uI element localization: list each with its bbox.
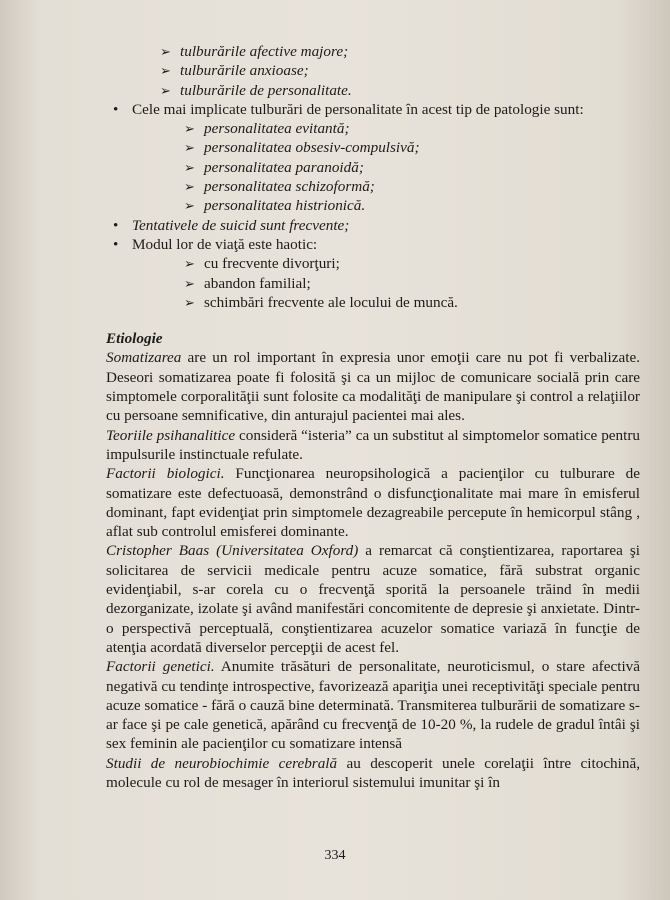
list-item: ➢ personalitatea paranoidă;: [184, 158, 364, 176]
arrow-bullet-icon: ➢: [184, 198, 195, 214]
list-item: ➢ tulburările de personalitate.: [160, 81, 352, 99]
arrow-bullet-icon: ➢: [184, 179, 195, 195]
list-item: ➢ personalitatea histrionică.: [184, 197, 366, 215]
bullet-lifestyle: • Modul lor de viaţă este haotic: ➢ cu frecvente divorţuri; ➢ abandon familial; ➢ schimbări frecvente ale locului de muncă.: [106, 235, 640, 312]
arrow-bullet-icon: ➢: [160, 63, 171, 79]
bullet-dot-icon: •: [113, 216, 119, 234]
page-number: 334: [324, 848, 346, 863]
arrow-bullet-icon: ➢: [184, 275, 195, 291]
list-item: ➢ schimbări frecvente ale locului de muncă.: [184, 293, 458, 311]
paragraph-baas: Cristopher Baas (Universitatea Oxford) a remarcat că conştientizarea, raportarea şi solicitarea de servicii medicale pentru acuze somatice, fără substrat organic evidenţiabil, s-ar corela cu o frecvenţă sporită la persoanele trăind în medii dezorganizate, izolate şi având manifestări concomitente de depresie şi anxietate. Dintr-o perspectivă perceptuală, conştientizarea acuzelor somatice variază în funcţie de atenţia acordată diverselor percepţii de acest fel.: [106, 542, 640, 656]
paragraph-biological: Factorii biologici. Funcţionarea neuropsihologică a pacienţilor cu tulburare de somatizare este defectuoasă, demonstrând o disfuncţionalitate mai mare în emisferul dominant, fapt evidenţiat prin simptomele dezagreabile percepute în hemicorpul stâng , aflat sub controlul emisferei dominante.: [106, 465, 640, 541]
bullet-personality: • Cele mai implicate tulburări de personalitate în acest tip de patologie sunt: ➢ personalitatea evitantă; ➢ personalitatea obsesiv-compulsivă; ➢ personalitatea paranoidă; ➢ personalitatea schizoformă; ➢ personalitatea histrionică.: [106, 100, 640, 216]
bullet-list: [106, 100, 640, 312]
list-item: ➢ abandon familial;: [184, 274, 311, 292]
bullet-dot-icon: •: [113, 235, 119, 253]
page-content: [106, 42, 640, 792]
top-list: [106, 42, 640, 100]
list-item: ➢ tulburările afective majore;: [160, 43, 349, 60]
lifestyle-list: [132, 254, 640, 312]
arrow-bullet-icon: ➢: [160, 44, 171, 59]
list-item: ➢ cu frecvente divorţuri;: [184, 255, 340, 273]
list-item: ➢ tulburările anxioase;: [160, 62, 309, 80]
paragraph-genetic: Factorii genetici. Anumite trăsături de personalitate, neuroticismul, o stare afectivă negativă cu tendinţe introspective, favorizează apariţia unei receptivităţi speciale pentru acuze somatice - fără o cauză bine determinată. Transmiterea tulburării de somatizare s-ar face şi pe cale genetică, apărând cu frecvenţă de 10-20 %, la rudele de gradul întâi şi sex feminin ale pacienţilor cu somatizare intensă: [106, 658, 640, 753]
bullet-suicide: • Tentativele de suicid sunt frecvente;: [113, 216, 350, 234]
list-item: ➢ personalitatea obsesiv-compulsivă;: [184, 139, 420, 157]
arrow-bullet-icon: ➢: [184, 294, 195, 310]
arrow-bullet-icon: ➢: [184, 159, 195, 175]
personality-list: [132, 119, 640, 215]
paragraph-neurobiochemistry: Studii de neurobiochimie cerebrală au descoperit unele corelaţii între citochină, molecule cu rol de mesager în interiorul sistemului imunitar şi în: [106, 754, 641, 791]
arrow-bullet-icon: ➢: [160, 82, 171, 98]
arrow-bullet-icon: ➢: [184, 121, 195, 137]
list-item: ➢ personalitatea evitantă;: [184, 120, 350, 138]
list-item: ➢ personalitatea schizoformă;: [184, 178, 375, 196]
paragraph-psychoanalytic: Teoriile psihanalitice consideră “isteria” ca un substitut al simptomelor somatice pentru impulsurile instinctuale refulate.: [106, 426, 641, 463]
bullet-dot-icon: •: [113, 100, 119, 118]
paragraph-somatization: Somatizarea are un rol important în expresia unor emoţii care nu pot fi verbalizate. Deseori somatizarea poate fi folosită şi ca un mijloc de comunicare socială prin care simptomele corporalităţii sunt folosite ca modalităţi de manipulare şi control a relaţiilor cu persoane semnificative, din anturajul pacientei mai ales.: [106, 349, 640, 425]
section-heading: Etiologie: [106, 330, 163, 348]
arrow-bullet-icon: ➢: [184, 140, 195, 156]
arrow-bullet-icon: ➢: [184, 256, 195, 272]
